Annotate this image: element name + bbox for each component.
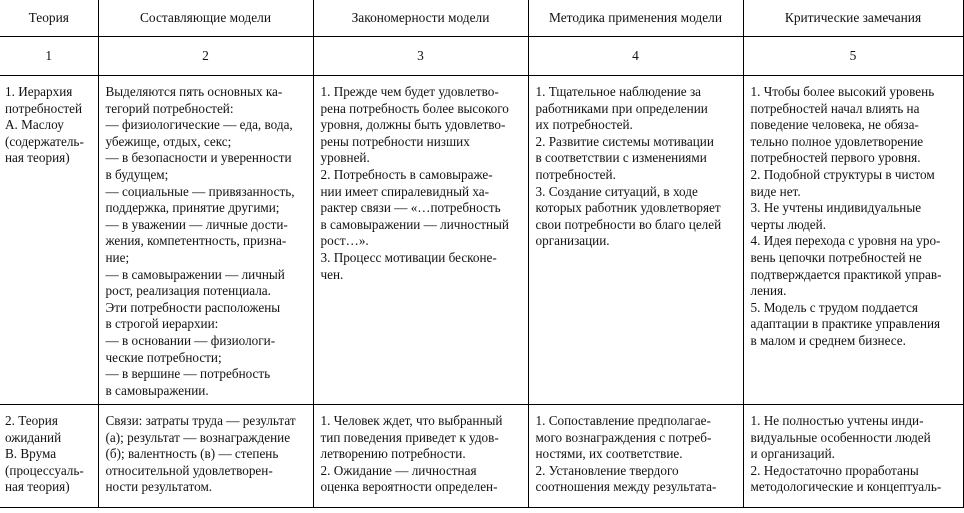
text-line: поддержка, принятие другими; — [105, 200, 280, 216]
column-number: 1 — [0, 37, 98, 76]
text-line: поведение человека, не обяза- — [750, 117, 919, 133]
text-line: мого вознаграждения с потреб- — [535, 429, 712, 445]
text-line: ние; — [105, 249, 130, 265]
text-line: 2. Установление твердого — [535, 462, 679, 478]
text-line: (б); валентность (в) — степень — [105, 446, 279, 462]
text-line: 1. Сопоставление предполагае- — [535, 413, 711, 428]
text-line: в соответствии с изменениями — [535, 150, 707, 166]
text-line: 1. Не полностью учтены инди- — [750, 413, 924, 428]
text-line: летворению потребности. — [320, 446, 466, 462]
text-line: и организаций. — [750, 446, 835, 462]
text-line: 3. Не учтены индивидуальные — [750, 200, 922, 216]
table-row — [0, 405, 963, 508]
text-line: 2. Ожидание — личностная — [320, 462, 477, 478]
text-line: 2. Теория — [5, 413, 58, 428]
text-line: вень цепочки потребностей не — [750, 249, 922, 265]
text-line: адаптации в практике управления — [750, 316, 941, 332]
text-line: ожиданий — [5, 429, 62, 445]
text-line: (процессуаль- — [5, 462, 84, 478]
text-line: Выделяются пять основных ка- — [105, 84, 283, 99]
column-number: 2 — [98, 37, 313, 76]
methodology-cell — [529, 76, 743, 250]
text-line: рактер связи — «…потребность — [320, 200, 501, 216]
text-line: ческие потребности; — [105, 349, 222, 365]
text-line: — в самовыражении — личный — [105, 266, 285, 282]
text-line: организации. — [535, 233, 610, 249]
text-line: Эти потребности расположены — [105, 299, 281, 315]
text-line: 3. Процесс мотивации бесконе- — [320, 249, 497, 265]
text-line: в малом и среднем бизнесе. — [750, 332, 906, 348]
text-line: уровней. — [320, 150, 370, 166]
text-line: (а); результат — вознаграждение — [105, 429, 291, 445]
components-cell — [99, 76, 313, 399]
text-line: тип поведения приведет к удов- — [320, 429, 499, 445]
text-line: видуальные особенности людей — [750, 429, 931, 445]
header-methodology: Методика применения модели — [528, 0, 743, 37]
text-line: подтверждается практикой управ- — [750, 266, 942, 282]
text-line: рена потребность более высокого — [320, 100, 509, 116]
column-number: 4 — [528, 37, 743, 76]
text-line: в будущем; — [105, 166, 169, 182]
column-number-row — [0, 37, 963, 76]
text-line: 2. Развитие системы мотивации — [535, 133, 714, 149]
text-line: рены потребности низших — [320, 133, 470, 149]
regularities-cell — [314, 76, 528, 283]
criticism-cell — [744, 405, 963, 496]
text-line: 1. Тщательное наблюдение за — [535, 84, 702, 99]
text-line: потребностей начал влиять на — [750, 100, 920, 116]
text-line: ления. — [750, 283, 787, 299]
column-number: 5 — [743, 37, 963, 76]
text-line: — физиологические — еда, вода, — [105, 117, 293, 133]
text-line: потребностей. — [535, 166, 616, 182]
table-row — [0, 76, 963, 405]
text-line: 3. Создание ситуаций, в ходе — [535, 183, 698, 199]
theory-cell — [0, 405, 98, 496]
text-line: жения, компетентность, призна- — [105, 233, 287, 249]
text-line: работниками при определении — [535, 100, 708, 116]
header-row — [0, 0, 963, 37]
header-theory: Теория — [0, 0, 98, 37]
text-line: 2. Недостаточно проработаны — [750, 462, 919, 478]
text-line: 4. Идея перехода с уровня на уро- — [750, 233, 941, 249]
text-line: потребностей — [5, 100, 83, 116]
text-line: оценка вероятности определен- — [320, 479, 498, 495]
header-regularities: Закономерности модели — [313, 0, 528, 37]
text-line: ная теория) — [5, 150, 70, 166]
header-criticism: Критические замечания — [743, 0, 963, 37]
text-line: потребностей первого уровня. — [750, 150, 921, 166]
text-line: А. Маслоу — [5, 117, 64, 133]
text-line: убежище, отдых, секс; — [105, 133, 232, 149]
text-line: свои потребности во благо целей — [535, 216, 722, 232]
text-line: тельно полное удовлетворение — [750, 133, 924, 149]
text-line: — в безопасности и уверенности — [105, 150, 292, 166]
text-line: виде нет. — [750, 183, 801, 199]
text-line: рост, реализация потенциала. — [105, 283, 271, 299]
text-line: — социальные — привязанность, — [105, 183, 295, 199]
text-line: 2. Подобной структуры в чистом — [750, 166, 935, 182]
text-line: в самовыражении — личностный — [320, 216, 509, 232]
text-line: которых работник удовлетворяет — [535, 200, 721, 216]
text-line: уровня, должны быть удовлетво- — [320, 117, 506, 133]
text-line: соотношения между результата- — [535, 479, 717, 495]
text-line: 5. Модель с трудом поддается — [750, 299, 918, 315]
text-line: Связи: затраты труда — результат — [105, 413, 296, 428]
text-line: их потребностей. — [535, 117, 633, 133]
header-components: Составляющие модели — [98, 0, 313, 37]
components-cell — [99, 405, 313, 496]
text-line: 1. Прежде чем будет удовлетво- — [320, 84, 499, 99]
text-line: нии имеет спиралевидный ха- — [320, 183, 490, 199]
text-line: чен. — [320, 266, 344, 282]
text-line: 1. Чтобы более высокий уровень — [750, 84, 935, 99]
text-line: (содержатель- — [5, 133, 84, 149]
text-line: 1. Человек ждет, что выбранный — [320, 413, 503, 428]
text-line: — в уважении — личные дости- — [105, 216, 288, 232]
text-line: ная теория) — [5, 479, 70, 495]
text-line: ностями, их соответствие. — [535, 446, 683, 462]
text-line: рост…». — [320, 233, 369, 249]
text-line: 2. Потребность в самовыраже- — [320, 166, 493, 182]
text-line: В. Врума — [5, 446, 57, 462]
text-line: методологические и концептуаль- — [750, 479, 942, 495]
text-line: тегорий потребностей: — [105, 100, 234, 116]
methodology-cell — [529, 405, 743, 496]
text-line: черты людей. — [750, 216, 827, 232]
text-line: — в вершине — потребность — [105, 366, 271, 382]
text-line: в самовыражении. — [105, 382, 209, 398]
column-number: 3 — [313, 37, 528, 76]
text-line: относительной удовлетворен- — [105, 462, 273, 478]
criticism-cell — [744, 76, 963, 350]
text-line: 1. Иерархия — [5, 84, 73, 99]
text-line: — в основании — физиологи- — [105, 332, 276, 348]
text-line: ности результатом. — [105, 479, 213, 495]
text-line: в строгой иерархии: — [105, 316, 219, 332]
regularities-cell — [314, 405, 528, 496]
theory-cell — [0, 76, 98, 167]
